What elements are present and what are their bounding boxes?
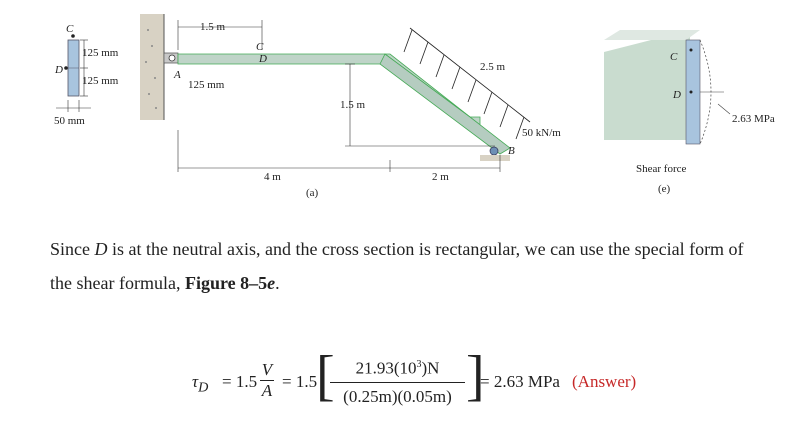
pin-support-a <box>164 53 178 63</box>
eq-a: A <box>261 381 273 400</box>
explanation-paragraph <box>50 232 770 300</box>
figure-panel <box>0 0 800 215</box>
wall-support <box>140 14 164 120</box>
eq-tau-sub: D <box>198 379 209 396</box>
figure-reference[interactable] <box>185 273 275 293</box>
eq-den-1: 0.25m <box>348 386 392 406</box>
figure-reference-text: Figure 8–5 <box>184 273 268 293</box>
dimension-lines <box>178 20 500 172</box>
cs-dim-bottom: 125 mm <box>82 75 119 87</box>
dim-125mm: 125 mm <box>188 79 225 91</box>
shear-label-d: D <box>673 89 681 101</box>
shear-stress: 2.63 MPa <box>732 113 775 125</box>
eq-v: V <box>261 360 273 379</box>
eq-lhs <box>192 372 208 396</box>
eq-bracket-right: ] <box>466 345 485 407</box>
eq-answer-tag: (Answer) <box>572 372 637 391</box>
eq-denominator: (0.25m)(0.05m) <box>343 386 452 406</box>
eq-numerator: $21.93(10^3)N$ <box>330 352 465 383</box>
eq-v-over-a <box>260 360 274 401</box>
beam-label-d: D <box>259 53 267 65</box>
para-point-d: D <box>94 239 108 259</box>
eq-num-base: 10 <box>399 358 417 378</box>
eq-factor-2: = 1.5 <box>282 372 318 391</box>
eq-den-2: 0.05m <box>403 386 447 406</box>
eq-tau: τ <box>192 372 199 391</box>
cs-dim-top: 125 mm <box>82 47 119 59</box>
beam-label-a: A <box>174 69 181 81</box>
dim-incline: 2.5 m <box>480 61 506 73</box>
eq-factor-1: = 1.5 <box>222 372 258 391</box>
dim-4m: 4 m <box>264 171 281 183</box>
para-text-1: Since <box>50 239 95 259</box>
shear-label-c: C <box>670 51 678 63</box>
figure-drawing <box>0 0 800 215</box>
dim-1-5m: 1.5 m <box>200 21 226 33</box>
load-label: 50 kN/m <box>522 127 561 139</box>
para-end: . <box>275 273 280 293</box>
cs-dim-width: 50 mm <box>54 115 85 127</box>
dim-height: 1.5 m <box>340 99 366 111</box>
eq-result: = 2.63 MPa <box>480 372 560 391</box>
eq-bracket-left: [ <box>316 345 335 407</box>
para-text-2: is at the neutral axis, and the cross section is rectangular, we can use the special form of the shear formula, <box>50 239 744 293</box>
dim-2m: 2 m <box>432 171 449 183</box>
eq-main-fraction <box>330 352 465 411</box>
shear-title: Shear force <box>636 163 687 175</box>
cs-label-d: D <box>55 64 63 76</box>
eq-num-value: 21.93 <box>355 358 394 378</box>
beam-label-b: B <box>508 145 515 157</box>
beam-label-c: C <box>256 41 264 53</box>
caption-e: (e) <box>658 183 671 195</box>
shear-force-view <box>604 30 730 144</box>
cs-label-c: C <box>66 23 74 35</box>
eq-num-exp: 3 <box>416 359 422 370</box>
shear-equation <box>0 345 800 440</box>
figure-reference-part: e <box>267 273 276 293</box>
eq-num-unit: N <box>427 358 440 378</box>
caption-a: (a) <box>306 187 319 199</box>
